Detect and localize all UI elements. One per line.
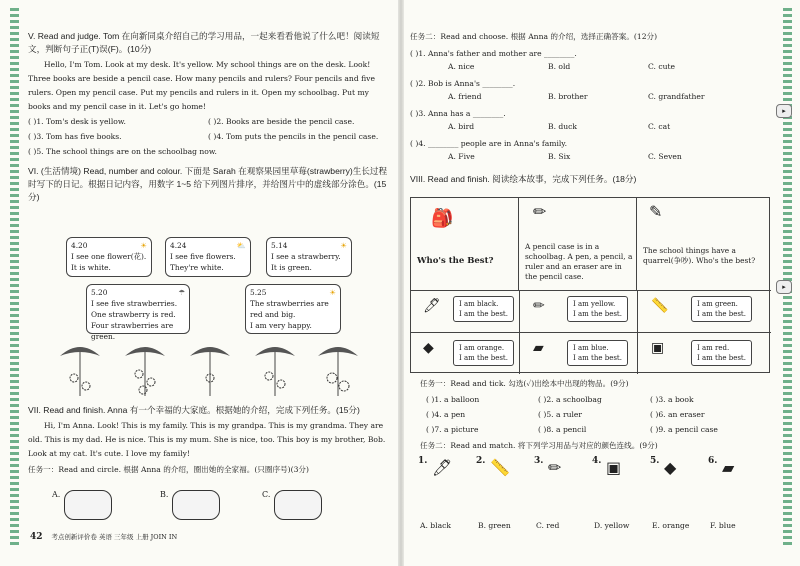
tick-item[interactable]: ( )9. a pencil case <box>650 425 718 434</box>
family-photo-icon <box>64 490 112 520</box>
match-number: 6. <box>708 456 718 466</box>
match-task-title: 任务二：Read and match. 将下列学习用品与对应的颜色连线。(9分) <box>420 441 658 450</box>
option-a[interactable]: A. friend <box>448 92 482 101</box>
strawberry-plant-icon <box>190 347 230 396</box>
page-fold <box>398 0 404 566</box>
page-footer <box>30 532 177 542</box>
ruler-character-icon: 📏 <box>651 298 669 314</box>
tick-item[interactable]: ( )6. an eraser <box>650 410 705 419</box>
speech-bubble-3: I am green. I am the best. <box>691 296 752 322</box>
option-c[interactable]: C. cute <box>648 62 676 71</box>
diary-line: I am very happy. <box>250 321 312 330</box>
diary-card-4 <box>86 284 190 341</box>
pen-icon[interactable]: 🖊 <box>432 458 453 477</box>
strawberry-plant-icon <box>60 347 100 396</box>
option-b[interactable]: B. old <box>548 62 571 71</box>
section-5-title: V. Read and judge. Tom 在向新同桌介绍自己的学习用品，一起来看看他说了什么吧！阅读短文，判断句子正(T)误(F)。(10分) <box>28 31 380 54</box>
option-a[interactable]: A. nice <box>448 62 475 71</box>
comic-panel-1 <box>411 198 519 290</box>
sun-icon: ☀ <box>140 241 147 250</box>
match-number: 1. <box>418 456 428 466</box>
diary-line: One strawberry is red. <box>91 310 176 319</box>
diary-date: 4.24 <box>170 241 187 250</box>
speech-bubble-1: I am black. I am the best. <box>453 296 514 322</box>
diary-line: It is white. <box>71 263 111 272</box>
tick-item[interactable]: ( )2. a schoolbag <box>538 395 602 404</box>
diary-line: I see five strawberries. <box>91 299 178 308</box>
section-7 <box>28 404 388 476</box>
speech-bubble-6: I am red. I am the best. <box>691 340 752 366</box>
side-tab-icon: ▸ <box>776 280 792 294</box>
tick-item[interactable]: ( )7. a picture <box>426 425 479 434</box>
cloud-sun-icon: ⛅ <box>236 241 246 250</box>
match-number: 4. <box>592 456 602 466</box>
task-1-title: 任务一：Read and circle. 根据 Anna 的介绍，圈出她的全家福。(只圈序号)(3分) <box>28 465 309 474</box>
choice-question-3: ( )3. Anna has a ________. <box>410 109 506 118</box>
tf-row <box>28 144 388 159</box>
comic-story <box>410 197 770 373</box>
match-items <box>418 456 758 506</box>
tick-row-3 <box>420 422 770 437</box>
tick-item[interactable]: ( )5. a ruler <box>538 410 583 419</box>
color-options <box>420 521 770 530</box>
diary-line: They're white. <box>170 263 224 272</box>
eraser-character-icon: ◆ <box>423 340 434 356</box>
ruler-icon[interactable]: 📏 <box>490 458 510 477</box>
strawberry-plants <box>60 338 360 400</box>
option-a[interactable]: A. Five <box>448 152 475 161</box>
tf-item-3[interactable]: ( )3. Tom has five books. <box>28 132 122 141</box>
strawberry-plant-icon <box>318 347 358 396</box>
match-number: 2. <box>476 456 486 466</box>
choice-options-2 <box>410 90 770 103</box>
choice-question-2: ( )2. Bob is Anna's ________. <box>410 79 516 88</box>
rain-cloud-icon: ☂ <box>178 288 185 297</box>
color-option[interactable]: B. green <box>478 521 511 530</box>
diary-card-5 <box>245 284 341 334</box>
tick-item[interactable]: ( )8. a pencil <box>538 425 587 434</box>
schoolbag-character-icon: ▣ <box>651 340 665 356</box>
choice-question-1: ( )1. Anna's father and mother are ________. <box>410 49 577 58</box>
choice-options-1 <box>410 60 770 73</box>
family-photo-icon <box>172 490 220 520</box>
strawberry-plant-icon <box>125 347 165 396</box>
choice-options-4 <box>410 150 770 163</box>
section-7-passage: Hi, I'm Anna. Look! This is my family. This is my grandpa. This is my grandma. They are old. This is my dad. He is nice. This is my mum. She is nice, too. This boy is my brother, Bob. Look at my cat. It's cute. I love my family! <box>28 421 386 458</box>
speech-bubble-5: I am blue. I am the best. <box>567 340 628 366</box>
tick-task-title: 任务一：Read and tick. 勾选(✓)出绘本中出现的物品。(9分) <box>420 379 629 388</box>
option-c[interactable]: C. Seven <box>648 152 682 161</box>
color-option[interactable]: F. blue <box>710 521 736 530</box>
diary-date: 5.25 <box>250 288 267 297</box>
diary-date: 5.20 <box>91 288 108 297</box>
book-character-icon: ▰ <box>533 340 544 356</box>
right-column <box>410 30 770 186</box>
strawberry-plant-icon <box>255 347 295 396</box>
tf-item-1[interactable]: ( )1. Tom's desk is yellow. <box>28 117 126 126</box>
match-number: 3. <box>534 456 544 466</box>
family-option-a[interactable]: A. <box>52 490 61 499</box>
choice-question-4: ( )4. ________ people are in Anna's family. <box>410 139 567 148</box>
diary-date: 5.14 <box>271 241 288 250</box>
tf-item-4[interactable]: ( )4. Tom puts the pencils in the pencil case. <box>208 132 379 141</box>
diary-date: 4.20 <box>71 241 88 250</box>
section-7-title: VII. Read and finish. Anna 有一个幸福的大家庭。根据她的介绍，完成下列任务。(15分) <box>28 405 360 415</box>
section-6-title: VI. (生活情境) Read, number and colour. 下面是 Sarah 在观察果园里草莓(strawberry)生长过程时写下的日记。根据日记内容，用数字 1~5 给下列图片排序，并给图片中的虚线部分涂色。(15分) <box>28 166 388 202</box>
task-2-title: 任务二：Read and choose. 根据 Anna 的介绍，选择正确答案。(12分) <box>410 32 658 41</box>
speech-bubble-2: I am yellow. I am the best. <box>567 296 628 322</box>
tick-item[interactable]: ( )1. a balloon <box>426 395 480 404</box>
eraser-icon[interactable]: ◆ <box>664 458 677 477</box>
option-b[interactable]: B. brother <box>548 92 588 101</box>
option-c[interactable]: C. grandfather <box>648 92 705 101</box>
tick-item[interactable]: ( )4. a pen <box>426 410 466 419</box>
tf-row <box>28 114 388 129</box>
color-option[interactable]: C. red <box>536 521 560 530</box>
sun-icon: ☀ <box>340 241 347 250</box>
page-number: 42 <box>30 532 43 542</box>
tf-item-2[interactable]: ( )2. Books are beside the pencil case. <box>208 117 355 126</box>
color-option[interactable]: E. orange <box>652 521 690 530</box>
schoolbag-icon[interactable]: ▣ <box>606 458 622 477</box>
pencil-case-character-icon: 🎒 <box>431 208 454 229</box>
diary-line: I see a strawberry. <box>271 252 341 261</box>
section-5-passage: Hello, I'm Tom. Look at my desk. It's yellow. My school things are on the desk. Look! Three books are beside a pencil case. How many pencils and rulers? Four pencils and five rulers. Open my pencil case. Put my pencils and rulers in it. Open my schoolbag. Put my books and my pencil case in it. Let's go home! <box>28 60 375 111</box>
left-column <box>28 30 388 204</box>
story-paragraph-2: The school things have a quarrel(争吵). Who's the best? <box>643 246 756 265</box>
pencil-icon[interactable]: ✏ <box>548 458 562 477</box>
diary-card-3 <box>266 237 352 277</box>
pen-character-icon: 🖊 <box>423 298 441 314</box>
pencil-character-icon: ✏ <box>533 298 545 314</box>
option-b[interactable]: B. duck <box>548 122 578 131</box>
tf-item-5[interactable]: ( )5. The school things are on the schoolbag now. <box>28 147 217 156</box>
tf-row <box>28 129 388 144</box>
book-icon[interactable]: ▰ <box>722 458 735 477</box>
tick-row-2 <box>420 407 770 422</box>
side-tab-icon: ▸ <box>776 104 792 118</box>
color-option[interactable]: D. yellow <box>594 521 630 530</box>
story-title: Who's the Best? <box>417 256 494 266</box>
quarrel-characters-icon: ✎ <box>649 202 663 221</box>
tick-row-1 <box>420 392 770 407</box>
match-number: 5. <box>650 456 660 466</box>
option-a[interactable]: A. bird <box>448 122 475 131</box>
section-8-tasks <box>420 377 770 452</box>
comic-panel-2 <box>519 198 637 290</box>
speech-bubble-4: I am orange. I am the best. <box>453 340 514 366</box>
family-option-c[interactable]: C. <box>262 490 271 499</box>
tick-item[interactable]: ( )3. a book <box>650 395 694 404</box>
option-c[interactable]: C. cat <box>648 122 671 131</box>
left-border <box>10 8 19 548</box>
section-8-title: VIII. Read and finish. 阅读绘本故事，完成下列任务。(18分) <box>410 174 637 184</box>
footer-text: 考点创新评价卷 英语 三年级 上册 JOIN IN <box>51 533 178 541</box>
diary-line: red and big. <box>250 310 296 319</box>
option-b[interactable]: B. Six <box>548 152 571 161</box>
comic-panel-3 <box>637 198 771 290</box>
family-photo-icon <box>274 490 322 520</box>
diary-line: I see one flower(花). <box>71 252 147 261</box>
story-paragraph-1: A pencil case is in a schoolbag. A pen, a pencil, a ruler and an eraser are in the pencil case. <box>525 242 633 281</box>
family-option-b[interactable]: B. <box>160 490 169 499</box>
diary-line: It is green. <box>271 263 312 272</box>
diary-line: The strawberries are <box>250 299 329 308</box>
color-option[interactable]: A. black <box>420 521 451 530</box>
diary-line: Four strawberries are green. <box>91 321 174 341</box>
diary-card-2 <box>165 237 251 277</box>
diary-line: I see five flowers. <box>170 252 236 261</box>
diary-card-1 <box>66 237 152 277</box>
right-border <box>783 8 792 548</box>
choice-options-3 <box>410 120 770 133</box>
sun-icon: ☀ <box>329 288 336 297</box>
pencil-case-icon: ✏ <box>533 202 547 221</box>
